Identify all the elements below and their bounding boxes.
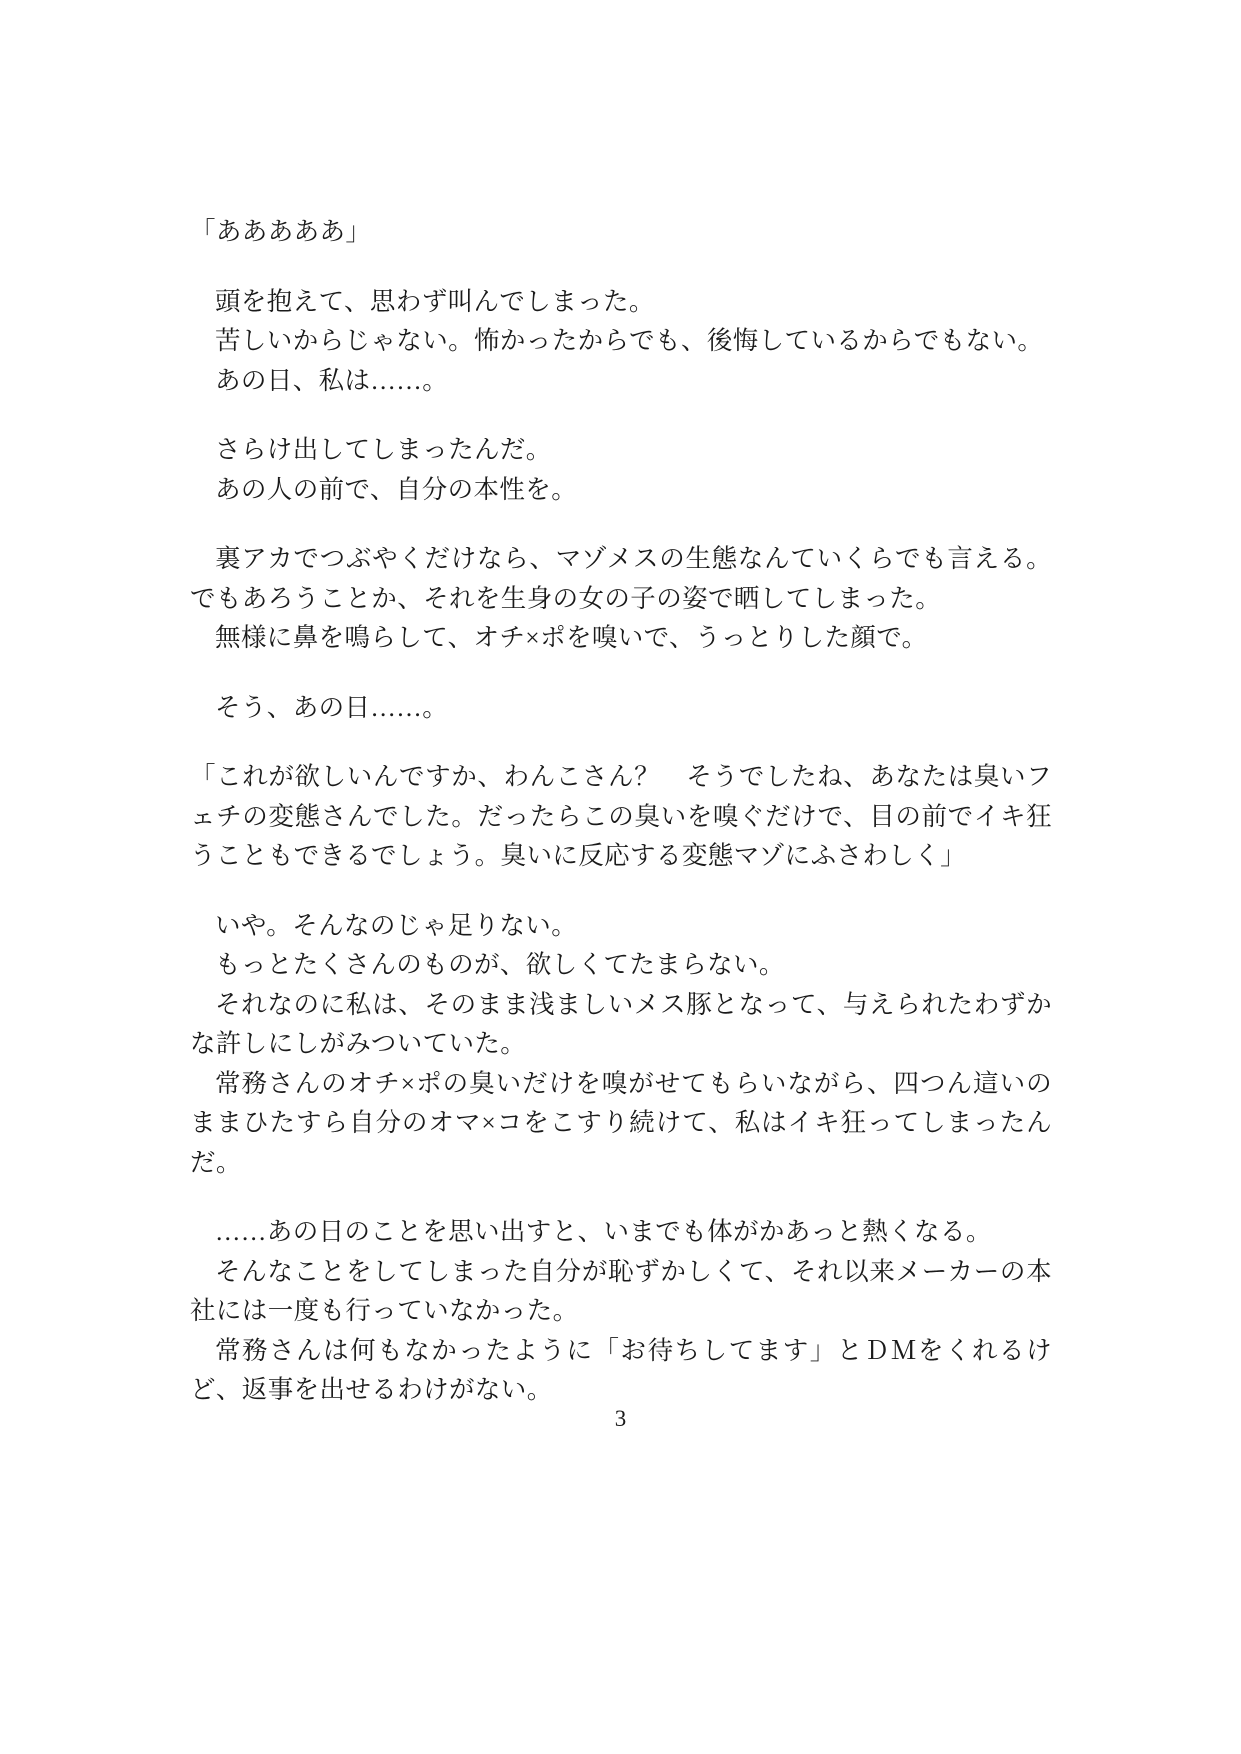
paragraph-spacer xyxy=(190,658,1052,688)
paragraph-spacer xyxy=(190,509,1052,539)
paragraph-dialogue: 「これが欲しいんですか、わんこさん？ そうでしたね、あなたは臭いフェチの変態さんでした。だったらこの臭いを嗅ぐだけで、目の前でイキ狂うこともできるでしょう。臭いに反応する変態マゾにふさわしく」 xyxy=(190,762,1052,871)
page-number: 3 xyxy=(614,1406,627,1431)
paragraph-spacer xyxy=(190,1182,1052,1212)
paragraph: 無様に鼻を鳴らして、オチ×ポを嗅いで、うっとりした顔で。 xyxy=(215,623,928,653)
paragraph: いや。そんなのじゃ足りない。 xyxy=(215,910,578,940)
paragraph: 常務さんのオチ×ポの臭いだけを嗅がせてもらいながら、四つん這いのままひたすら自分のオマ×コをこすり続けて、私はイキ狂ってしまったんだ。 xyxy=(190,1068,1052,1177)
paragraph: さらけ出してしまったんだ。 xyxy=(215,435,552,465)
page-text-body xyxy=(190,212,1052,1410)
paragraph: 裏アカでつぶやくだけなら、マゾメスの生態なんていくらでも言える。でもあろうことか、それを生身の女の子の姿で晒してしまった。 xyxy=(190,544,1052,613)
paragraph-spacer xyxy=(190,252,1052,282)
paragraph: そんなことをしてしまった自分が恥ずかしくて、それ以来メーカーの本社には一度も行っていなかった。 xyxy=(190,1256,1052,1326)
paragraph: ……あの日のことを思い出すと、いまでも体がかあっと熱くなる。 xyxy=(215,1217,992,1247)
paragraph: 頭を抱えて、思わず叫んでしまった。 xyxy=(215,286,655,316)
paragraph: 「あああああ」 xyxy=(190,217,372,246)
paragraph: もっとたくさんのものが、欲しくてたまらない。 xyxy=(215,950,785,980)
paragraph: そう、あの日……。 xyxy=(215,692,449,722)
paragraph: 常務さんは何もなかったように「お待ちしてます」とＤＭをくれるけど、返事を出せるわけがない。 xyxy=(190,1335,1052,1405)
paragraph: 苦しいからじゃない。怖かったからでも、後悔しているからでもない。 xyxy=(215,326,1044,356)
paragraph: それなのに私は、そのまま浅ましいメス豚となって、与えられたわずかな許しにしがみついていた。 xyxy=(190,989,1052,1059)
paragraph: あの人の前で、自分の本性を。 xyxy=(215,474,578,504)
paragraph: あの日、私は……。 xyxy=(215,365,449,395)
paragraph-spacer xyxy=(190,400,1052,430)
paragraph-spacer xyxy=(190,876,1052,906)
paragraph-spacer xyxy=(190,727,1052,757)
